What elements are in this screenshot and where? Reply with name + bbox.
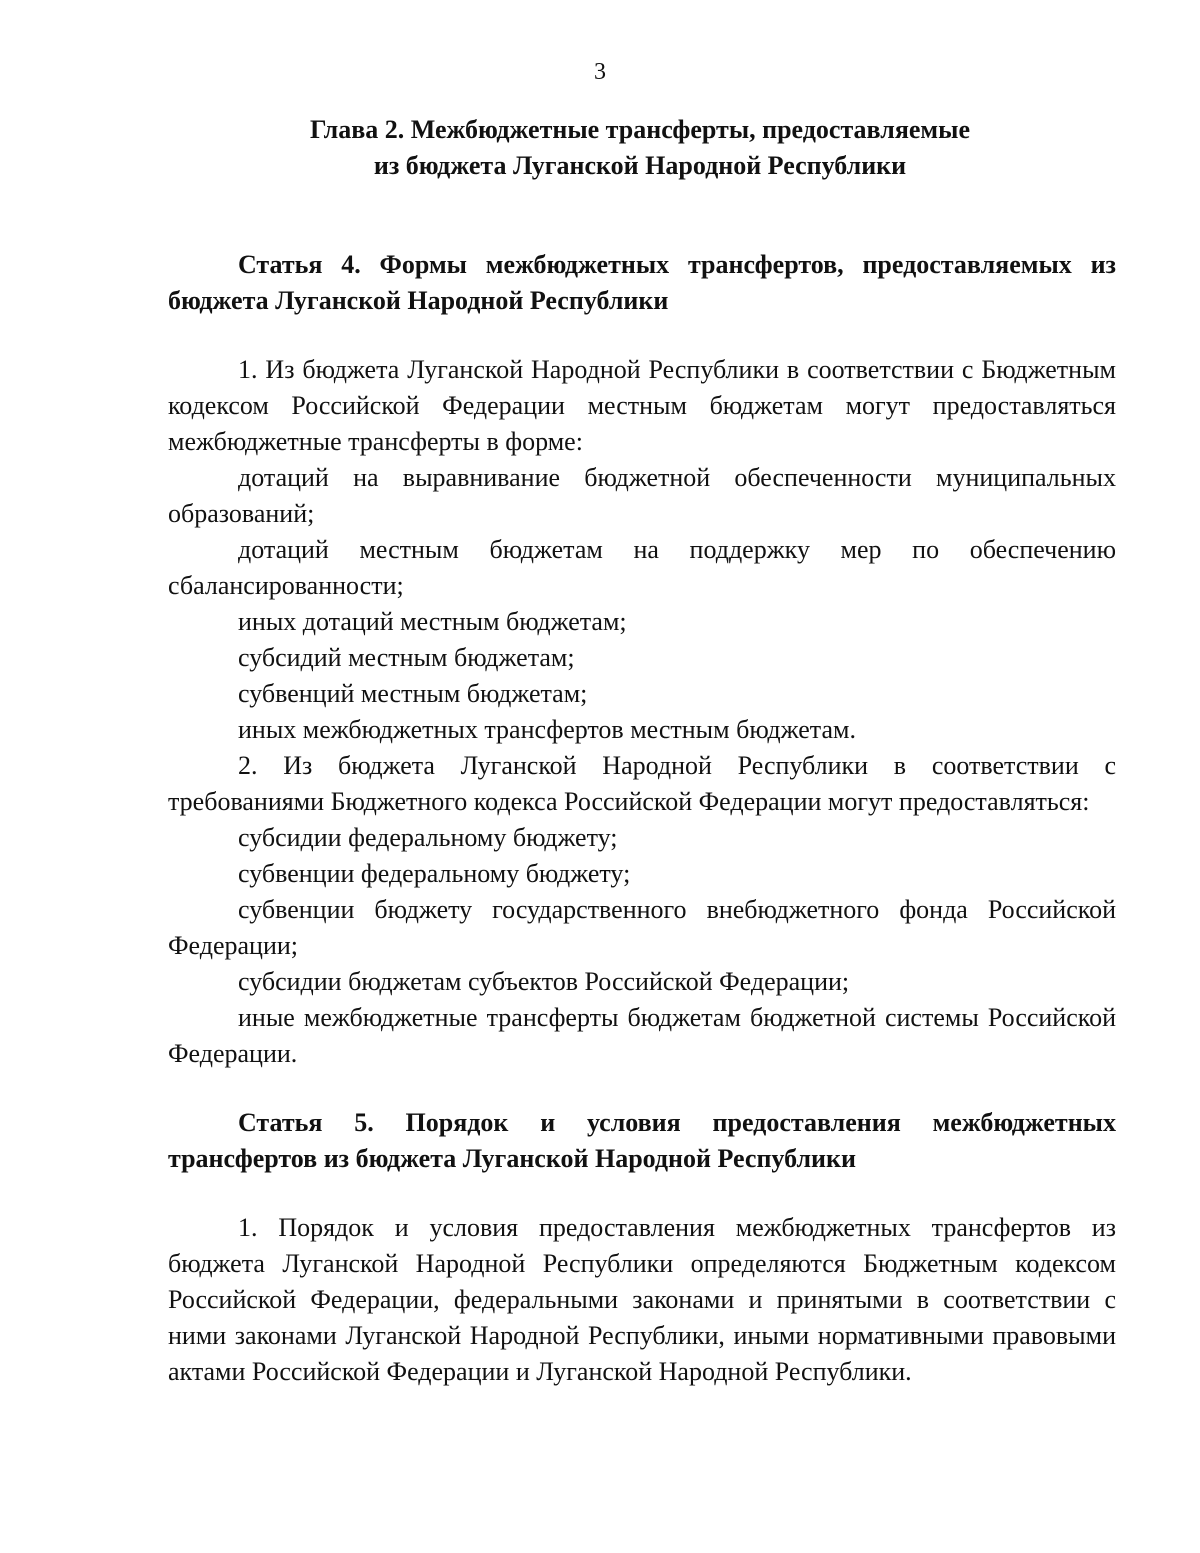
article-5-title: Статья 5. Порядок и условия предоставления межбюджетных трансфертов из бюджета Луганской Народной Республики bbox=[168, 1108, 1116, 1173]
chapter-heading-line-2: из бюджета Луганской Народной Республики bbox=[373, 151, 907, 180]
chapter-heading-line-1: Глава 2. Межбюджетные трансферты, предоставляемые bbox=[310, 115, 970, 144]
article-4-paragraph-2: 2. Из бюджета Луганской Народной Республики в соответствии с требованиями Бюджетного кодекса Российской Федерации могут предоставляться: bbox=[168, 751, 1116, 816]
article-5-paragraph-1: 1. Порядок и условия предоставления межбюджетных трансфертов из бюджета Луганской Народной Республики определяются Бюджетным кодексом Российской Федерации, федеральными законами и принятыми в соответствии с ними законами Луганской Народной Республики, иными нормативными правовыми актами Российской Федерации и Луганской Народной Республики. bbox=[168, 1213, 1116, 1386]
list-item: субвенций местным бюджетам; bbox=[238, 679, 588, 708]
list-item: субвенции федеральному бюджету; bbox=[238, 859, 631, 888]
document-body bbox=[168, 247, 1116, 1390]
list-item: субсидии бюджетам субъектов Российской Федерации; bbox=[238, 967, 850, 996]
list-item: дотаций местным бюджетам на поддержку мер по обеспечению сбалансированности; bbox=[168, 535, 1116, 600]
list-item: субсидий местным бюджетам; bbox=[238, 643, 575, 672]
list-item: субсидии федеральному бюджету; bbox=[238, 823, 618, 852]
chapter-heading bbox=[160, 112, 1120, 184]
article-4-title: Статья 4. Формы межбюджетных трансфертов, предоставляемых из бюджета Луганской Народной Республики bbox=[168, 250, 1116, 315]
article-4-paragraph-1: 1. Из бюджета Луганской Народной Республики в соответствии с Бюджетным кодексом Российской Федерации местным бюджетам могут предоставляться межбюджетные трансферты в форме: bbox=[168, 355, 1116, 456]
list-item: субвенции бюджету государственного внебюджетного фонда Российской Федерации; bbox=[168, 895, 1116, 960]
list-item: иных межбюджетных трансфертов местным бюджетам. bbox=[238, 715, 856, 744]
list-item: иных дотаций местным бюджетам; bbox=[238, 607, 627, 636]
list-item: дотаций на выравнивание бюджетной обеспеченности муниципальных образований; bbox=[168, 463, 1116, 528]
page-number: 3 bbox=[594, 59, 606, 85]
list-item: иные межбюджетные трансферты бюджетам бюджетной системы Российской Федерации. bbox=[168, 1003, 1116, 1068]
